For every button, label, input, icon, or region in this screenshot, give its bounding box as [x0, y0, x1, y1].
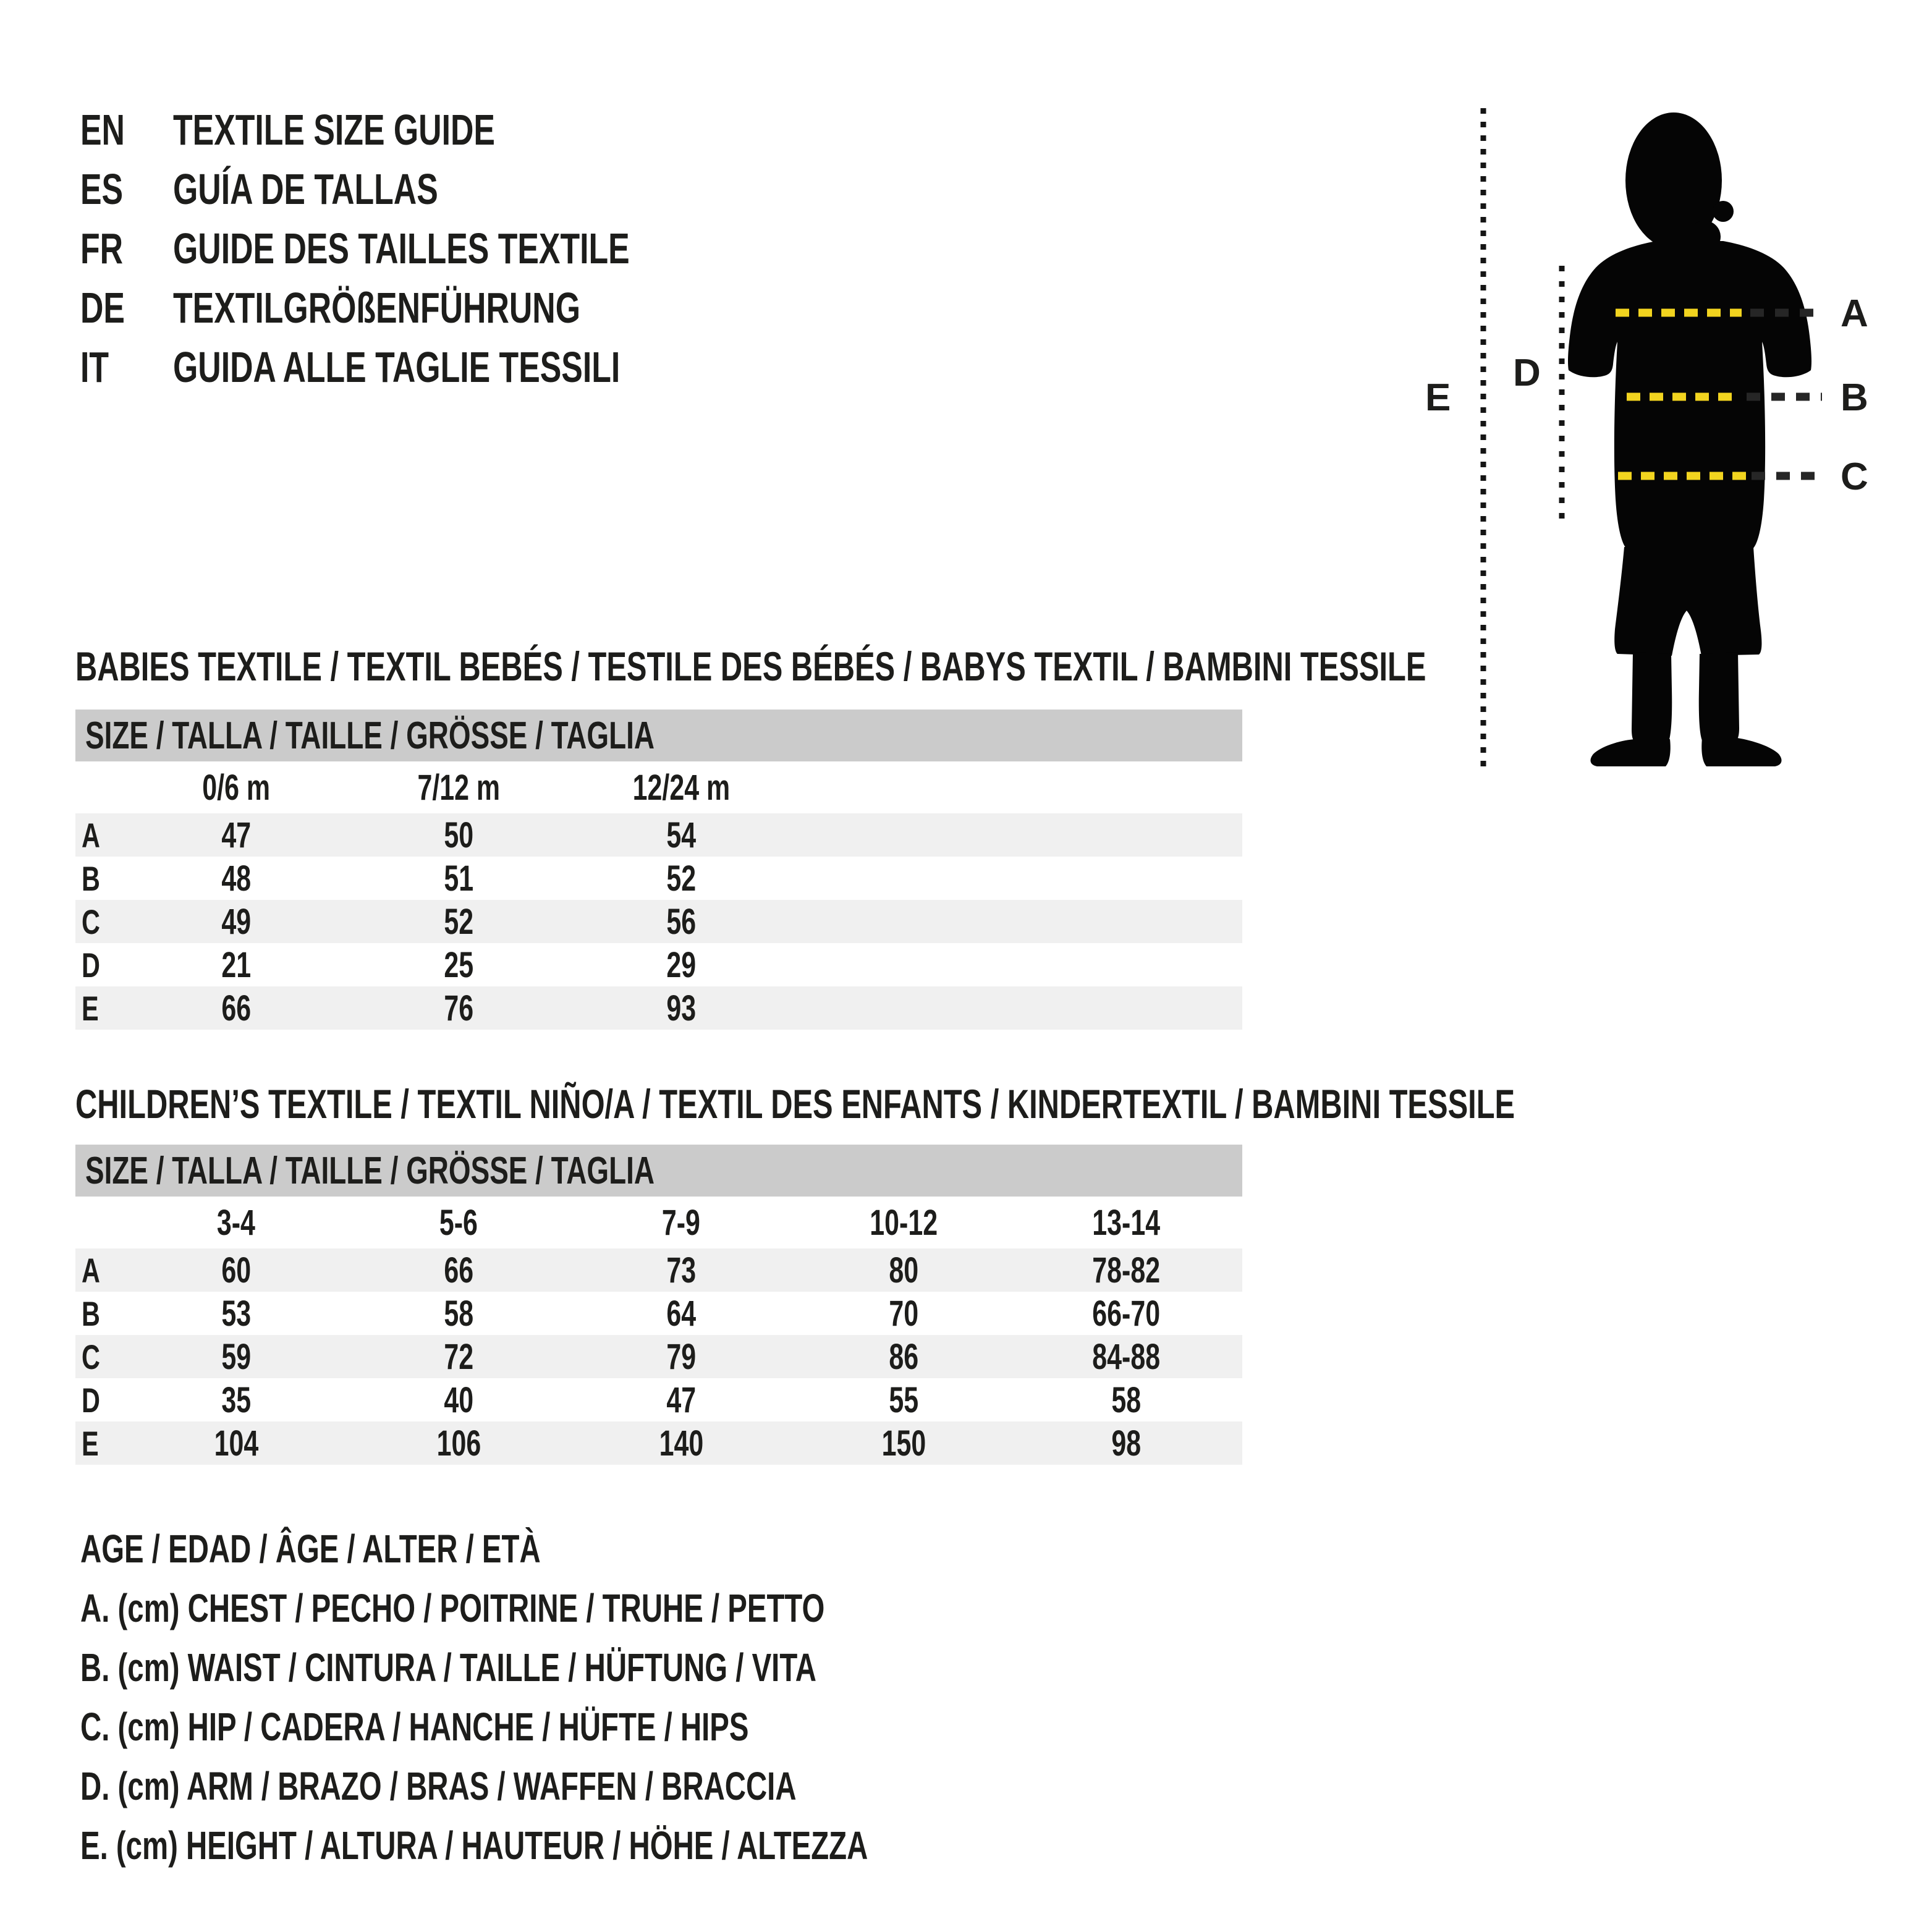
column-header: 5-6 — [439, 1202, 478, 1243]
column-header: 0/6 m — [202, 767, 270, 808]
cell-value: 86 — [889, 1336, 918, 1377]
language-row — [80, 100, 790, 159]
row-letter: B — [82, 858, 100, 898]
row-letter: A — [82, 1250, 100, 1290]
column-header-row — [75, 1197, 1242, 1248]
row-letter: B — [82, 1294, 100, 1333]
language-row — [80, 159, 790, 219]
cell-value: 78-82 — [1092, 1250, 1160, 1290]
figure-label-c: C — [1841, 455, 1868, 498]
cell-value: 150 — [881, 1423, 926, 1464]
column-header: 3-4 — [216, 1202, 256, 1243]
table-row — [75, 943, 1242, 986]
cell-value: 48 — [221, 858, 251, 899]
figure-label-a: A — [1841, 292, 1868, 335]
figure-label-b: B — [1841, 376, 1868, 419]
legend-line-hip: C. (cm) HIP / CADERA / HANCHE / HÜFTE / HIPS — [80, 1705, 749, 1749]
language-code: EN — [80, 106, 125, 154]
language-code: IT — [80, 343, 109, 391]
cell-value: 70 — [889, 1293, 918, 1334]
language-code: DE — [80, 284, 125, 332]
size-header-bar: SIZE / TALLA / TAILLE / GRÖSSE / TAGLIA — [75, 710, 1242, 761]
cell-value: 80 — [889, 1250, 918, 1290]
cell-value: 79 — [666, 1336, 696, 1377]
row-letter: E — [82, 988, 99, 1028]
table-row — [75, 1378, 1242, 1421]
legend-line-chest: A. (cm) CHEST / PECHO / POITRINE / TRUHE / PETTO — [80, 1586, 825, 1630]
figure-label-d: D — [1513, 352, 1541, 394]
table-row — [75, 813, 1242, 857]
row-letter: D — [82, 1380, 100, 1420]
cell-value: 35 — [221, 1379, 251, 1420]
cell-value: 84-88 — [1092, 1336, 1160, 1377]
children-size-table — [75, 1145, 1242, 1465]
figure-label-e: E — [1425, 376, 1451, 419]
table-row — [75, 1292, 1242, 1335]
column-header: 13-14 — [1092, 1202, 1160, 1243]
cell-value: 60 — [221, 1250, 251, 1290]
measurement-legend — [80, 1519, 1145, 1875]
column-header: 7/12 m — [417, 767, 500, 808]
language-title: GUIDE DES TAILLES TEXTILE — [173, 224, 630, 273]
table-row — [75, 1421, 1242, 1465]
row-letter: C — [82, 902, 100, 941]
legend-line-height: E. (cm) HEIGHT / ALTURA / HAUTEUR / HÖHE / ALTEZZA — [80, 1823, 868, 1868]
cell-value: 58 — [444, 1293, 473, 1334]
cell-value: 59 — [221, 1336, 251, 1377]
legend-line-arm: D. (cm) ARM / BRAZO / BRAS / WAFFEN / BRACCIA — [80, 1764, 797, 1808]
cell-value: 66 — [221, 988, 251, 1028]
cell-value: 49 — [221, 901, 251, 942]
cell-value: 52 — [444, 901, 473, 942]
language-row — [80, 219, 790, 278]
size-header-bar: SIZE / TALLA / TAILLE / GRÖSSE / TAGLIA — [75, 1145, 1242, 1197]
column-header-row — [75, 761, 1242, 813]
language-title: GUÍA DE TALLAS — [173, 165, 438, 213]
cell-value: 76 — [444, 988, 473, 1028]
language-title: TEXTILGRÖßENFÜHRUNG — [173, 284, 580, 332]
language-title: TEXTILE SIZE GUIDE — [173, 106, 495, 154]
column-header: 7-9 — [661, 1202, 701, 1243]
cell-value: 98 — [1111, 1423, 1141, 1464]
cell-value: 93 — [666, 988, 696, 1028]
cell-value: 106 — [436, 1423, 481, 1464]
row-letter: E — [82, 1423, 99, 1463]
table-row — [75, 986, 1242, 1030]
children-section-title: CHILDREN’S TEXTILE / TEXTIL NIÑO/A / TEXTIL DES ENFANTS / KINDERTEXTIL / BAMBINI TESSILE — [75, 1081, 1515, 1127]
cell-value: 47 — [221, 815, 251, 855]
cell-value: 25 — [444, 944, 473, 985]
cell-value: 66-70 — [1092, 1293, 1160, 1334]
row-letter: C — [82, 1337, 100, 1376]
legend-line-age: AGE / EDAD / ÂGE / ALTER / ETÀ — [80, 1527, 541, 1571]
cell-value: 51 — [444, 858, 473, 899]
cell-value: 40 — [444, 1379, 473, 1420]
babies-size-table — [75, 710, 1242, 1030]
table-row — [75, 1335, 1242, 1378]
language-row — [80, 278, 790, 337]
row-letter: A — [82, 815, 100, 855]
table-row — [75, 900, 1242, 943]
cell-value: 72 — [444, 1336, 473, 1377]
column-header: 10-12 — [870, 1202, 938, 1243]
language-code: FR — [80, 224, 124, 273]
cell-value: 53 — [221, 1293, 251, 1334]
language-title: GUIDA ALLE TAGLIE TESSILI — [173, 343, 621, 391]
language-row — [80, 337, 790, 397]
table-row — [75, 857, 1242, 900]
row-letter: D — [82, 945, 100, 985]
cell-value: 73 — [666, 1250, 696, 1290]
language-list — [80, 100, 790, 397]
cell-value: 58 — [1111, 1379, 1141, 1420]
cell-value: 21 — [221, 944, 251, 985]
cell-value: 47 — [666, 1379, 696, 1420]
cell-value: 66 — [444, 1250, 473, 1290]
legend-line-waist: B. (cm) WAIST / CINTURA / TAILLE / HÜFTUNG / VITA — [80, 1645, 816, 1690]
cell-value: 140 — [659, 1423, 703, 1464]
cell-value: 54 — [666, 815, 696, 855]
column-header: 12/24 m — [632, 767, 730, 808]
cell-value: 56 — [666, 901, 696, 942]
babies-section-title: BABIES TEXTILE / TEXTIL BEBÉS / TESTILE DES BÉBÉS / BABYS TEXTIL / BAMBINI TESSILE — [75, 643, 1426, 689]
language-code: ES — [80, 165, 124, 213]
cell-value: 29 — [666, 944, 696, 985]
table-row — [75, 1248, 1242, 1292]
cell-value: 64 — [666, 1293, 696, 1334]
cell-value: 104 — [214, 1423, 258, 1464]
cell-value: 55 — [889, 1379, 918, 1420]
cell-value: 52 — [666, 858, 696, 899]
cell-value: 50 — [444, 815, 473, 855]
